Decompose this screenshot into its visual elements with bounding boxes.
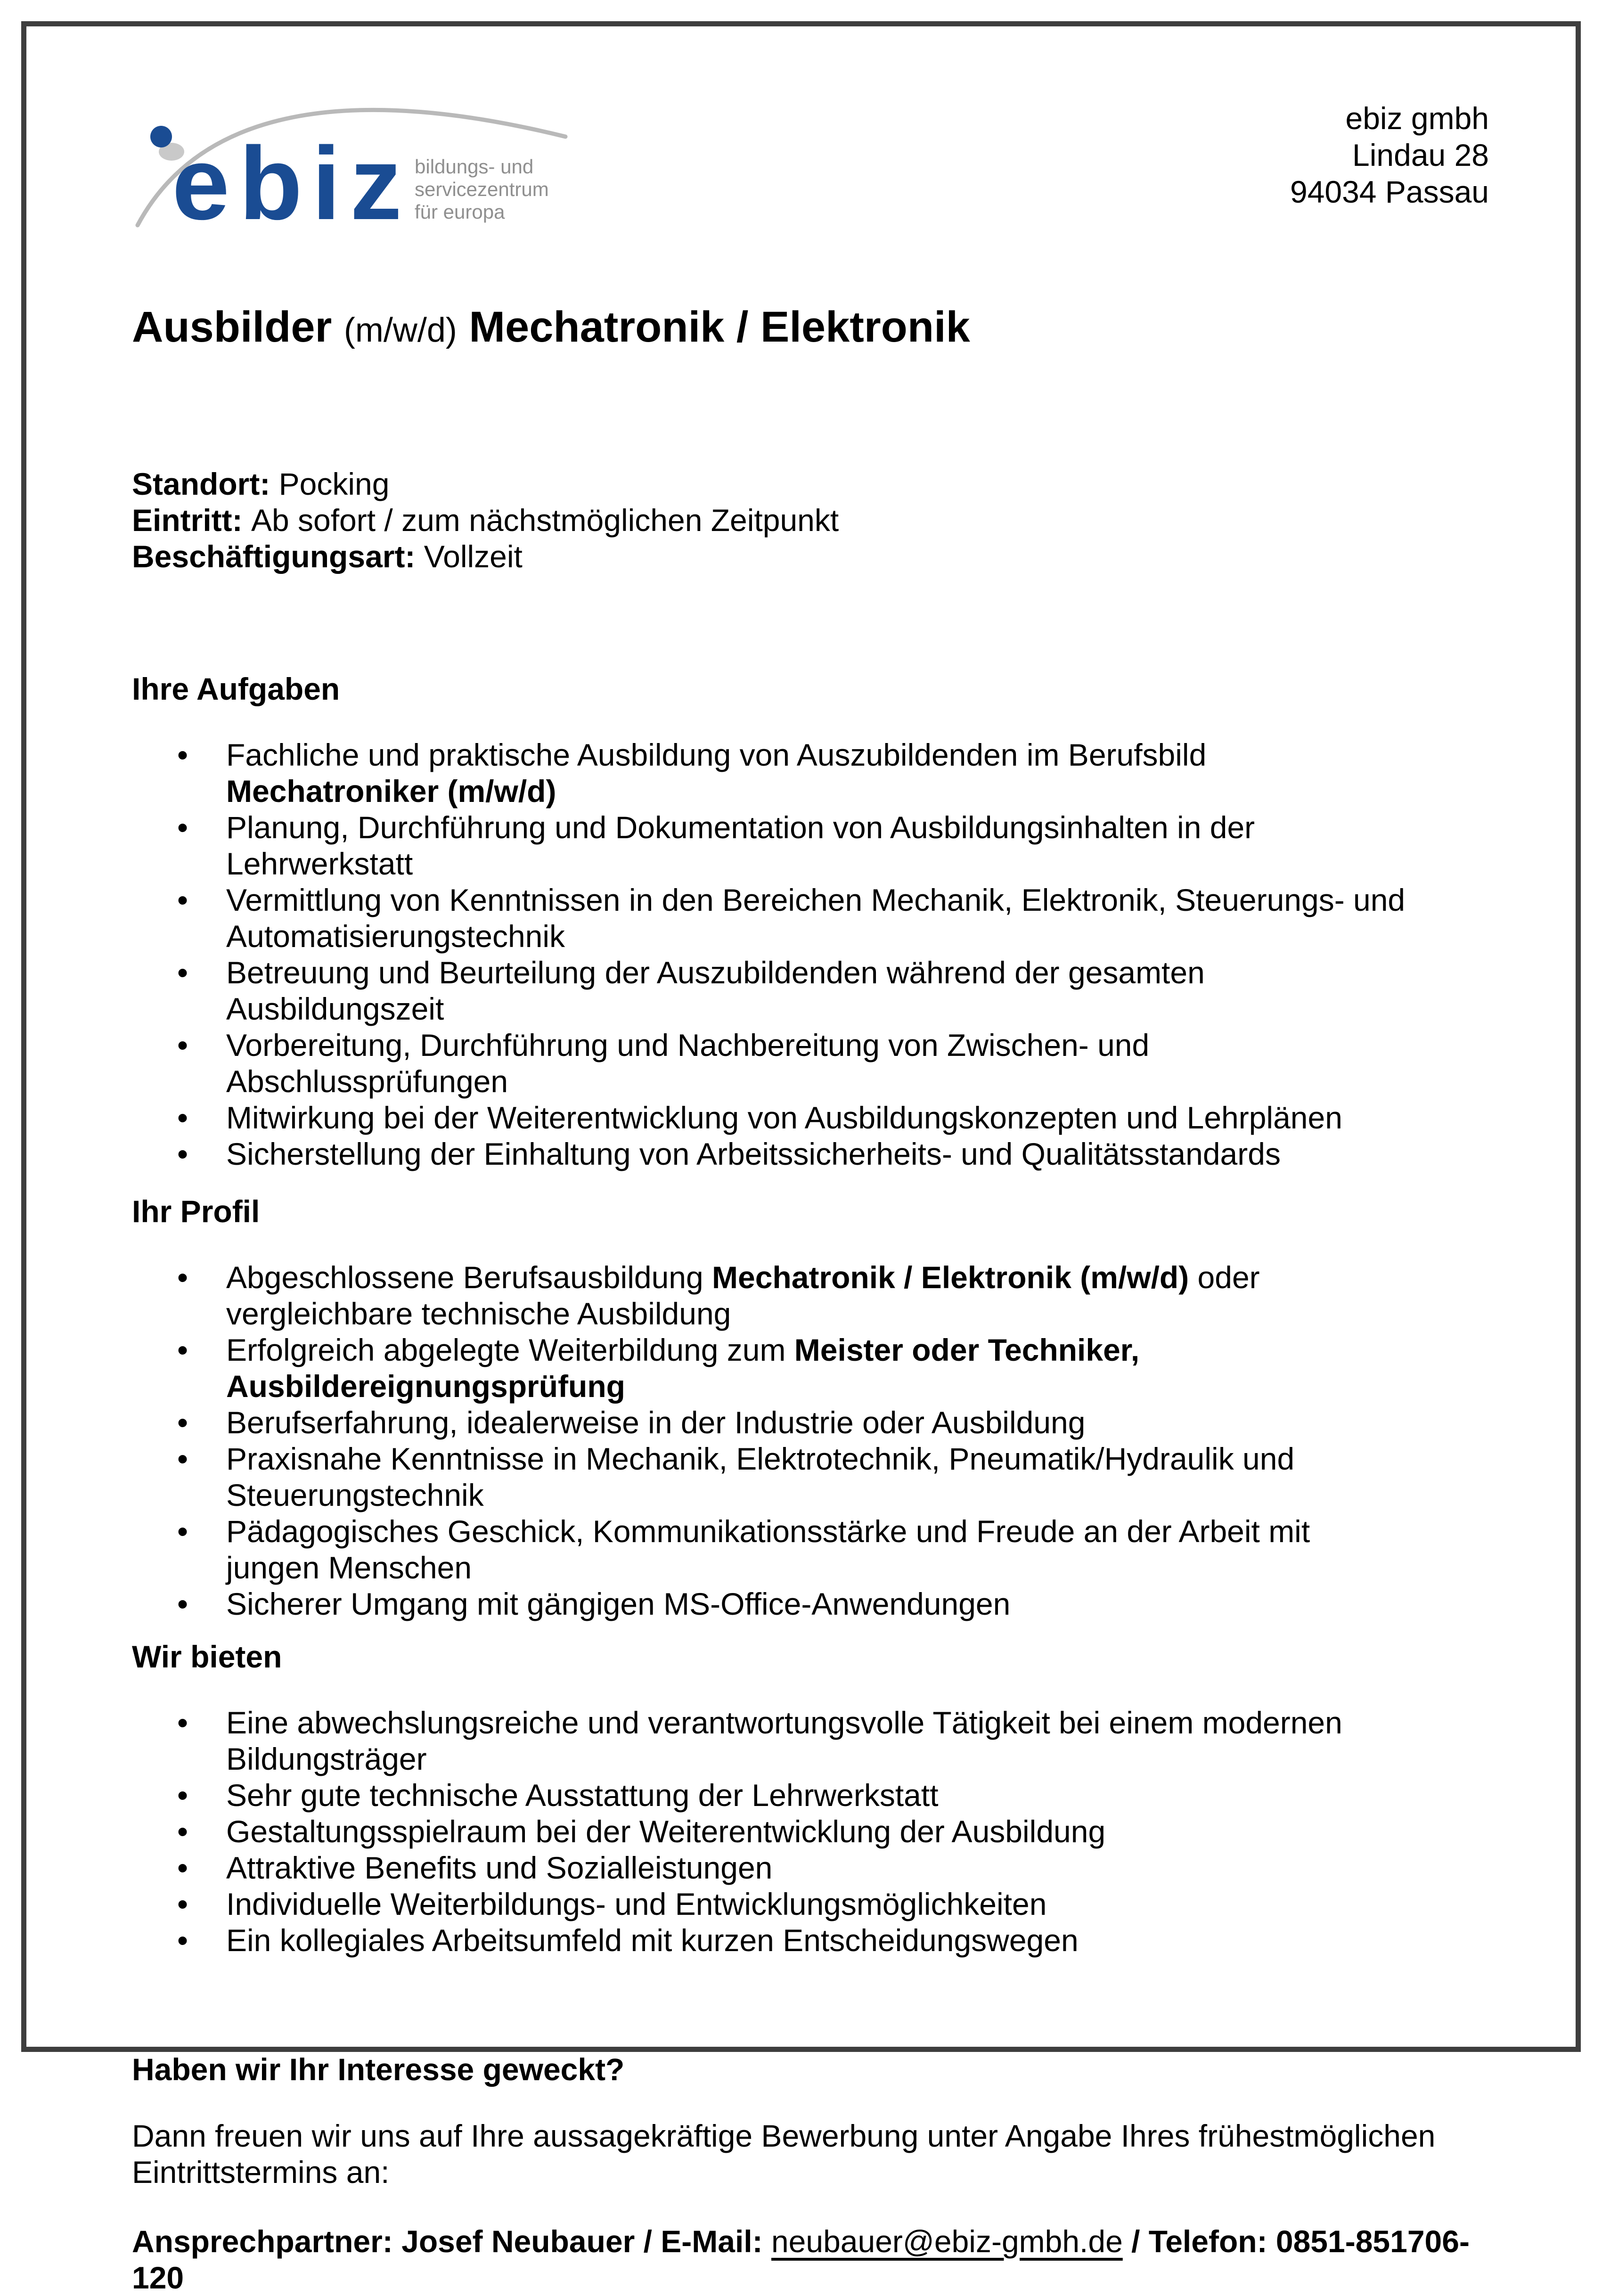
- text-segment: Mechatronik / Elektronik: [457, 303, 970, 351]
- address-line: ebiz gmbh: [1345, 101, 1489, 136]
- text-segment: oder vergleichbare technische Ausbildung: [226, 1260, 1260, 1331]
- bullet-item: [226, 1777, 1409, 1814]
- meta-beschaeftigungsart: [132, 539, 1505, 575]
- text-segment: / Telefon: 0851-851706-120: [132, 2224, 1470, 2295]
- text-segment: Standort:: [132, 466, 279, 501]
- text-segment: Berufserfahrung, idealerweise in der Industrie oder Ausbildung: [226, 1405, 1086, 1440]
- bullet-item: [226, 1332, 1409, 1405]
- bullet-item: [226, 1814, 1409, 1850]
- text-segment: Abgeschlossene Berufsausbildung: [226, 1260, 712, 1295]
- ebiz-logo: [132, 85, 575, 241]
- text-segment: Mitwirkung bei der Weiterentwicklung von Ausbildungskonzepten und Lehrplänen: [226, 1100, 1342, 1135]
- bullet-item: [226, 882, 1409, 955]
- section-heading-aufgaben: Ihre Aufgaben: [132, 671, 340, 706]
- text-segment: Individuelle Weiterbildungs- und Entwicklungsmöglichkeiten: [226, 1887, 1047, 1921]
- bullet-item: [226, 1922, 1409, 1959]
- section-heading-bieten: Wir bieten: [132, 1639, 282, 1674]
- text-segment: Pädagogisches Geschick, Kommunikationsstärke und Freude an der Arbeit mit jungen Menschen: [226, 1514, 1310, 1585]
- logo-tagline-line: bildungs- und: [415, 155, 534, 178]
- logo-wordmark: ebiz: [172, 125, 411, 241]
- section-heading-profil: Ihr Profil: [132, 1194, 260, 1229]
- bullet-item: [226, 1405, 1409, 1441]
- bullet-item: [226, 1513, 1409, 1586]
- text-segment: Vermittlung von Kenntnissen in den Bereichen Mechanik, Elektronik, Steuerungs- und Automatisierungstechnik: [226, 882, 1406, 954]
- bullet-item: [226, 1259, 1409, 1332]
- page-title: [132, 302, 1505, 356]
- logo-dot-icon: [150, 126, 172, 147]
- text-segment: Meister oder Techniker, Ausbildereignungsprüfung: [226, 1332, 1140, 1404]
- bullet-item: [226, 1850, 1409, 1886]
- text-segment: Vorbereitung, Durchführung und Nachbereitung von Zwischen- und Abschlussprüfungen: [226, 1028, 1150, 1099]
- text-segment: Ab sofort / zum nächstmöglichen Zeitpunkt: [251, 503, 839, 538]
- text-segment: Sicherstellung der Einhaltung von Arbeitssicherheits- und Qualitätsstandards: [226, 1136, 1281, 1171]
- bullet-item: [226, 1136, 1409, 1172]
- text-segment: Vollzeit: [424, 539, 523, 574]
- company-address: [1290, 100, 1505, 210]
- logo-tagline-line: für europa: [415, 201, 505, 223]
- text-segment: Ausbilder: [132, 303, 344, 351]
- page-border: [21, 21, 1581, 2295]
- text-segment: Gestaltungsspielraum bei der Weiterentwicklung der Ausbildung: [226, 1814, 1106, 1849]
- text-segment: Attraktive Benefits und Sozialleistungen: [226, 1850, 773, 1885]
- logo-tagline-line: servicezentrum: [415, 178, 549, 200]
- text-segment: Eintritt:: [132, 503, 251, 538]
- bullet-item: [226, 1100, 1409, 1136]
- text-segment: Sicherer Umgang mit gängigen MS-Office-Anwendungen: [226, 1586, 1011, 1621]
- text-segment: Eine abwechslungsreiche und verantwortungsvolle Tätigkeit bei einem modernen Bildungsträger: [226, 1705, 1342, 1776]
- bullet-item: [226, 1886, 1409, 1922]
- bullet-list-profil: [132, 1259, 1409, 1622]
- text-segment: Beschäftigungsart:: [132, 539, 424, 574]
- closing-heading: Haben wir Ihr Interesse geweckt?: [132, 2052, 625, 2087]
- text-segment: Planung, Durchführung und Dokumentation von Ausbildungsinhalten in der Lehrwerkstatt: [226, 810, 1255, 881]
- bullet-item: [226, 955, 1409, 1027]
- meta-standort: [132, 466, 1505, 502]
- bullet-item: [226, 1441, 1409, 1513]
- text-segment: Pocking: [278, 466, 390, 501]
- bullet-list-aufgaben: [132, 737, 1409, 1172]
- bullet-item: [226, 1705, 1409, 1777]
- text-segment: (m/w/d): [343, 311, 457, 349]
- text-segment: Ein kollegiales Arbeitsumfeld mit kurzen Entscheidungswegen: [226, 1923, 1079, 1958]
- text-segment: Mechatroniker (m/w/d): [226, 774, 556, 809]
- text-segment: Ansprechpartner: Josef Neubauer / E-Mail:: [132, 2224, 771, 2259]
- bullet-item: [226, 809, 1409, 882]
- bullet-item: [226, 737, 1409, 809]
- text-segment: Praxisnahe Kenntnisse in Mechanik, Elektrotechnik, Pneumatik/Hydraulik und Steuerungstechnik: [226, 1441, 1295, 1512]
- bullet-item: [226, 1586, 1409, 1622]
- text-segment: Fachliche und praktische Ausbildung von Auszubildenden im Berufsbild: [226, 737, 1207, 772]
- closing-body-text: Dann freuen wir uns auf Ihre aussagekräftige Bewerbung unter Angabe Ihres frühestmöglichen Eintrittstermins an:: [132, 2118, 1436, 2190]
- email-link[interactable]: neubauer@ebiz-gmbh.de: [771, 2224, 1123, 2259]
- meta-eintritt: [132, 502, 1505, 539]
- contact-line: [132, 2223, 1505, 2296]
- text-segment: Betreuung und Beurteilung der Auszubildenden während der gesamten Ausbildungszeit: [226, 955, 1205, 1026]
- address-line: Lindau 28: [1352, 138, 1489, 172]
- text-segment: Erfolgreich abgelegte Weiterbildung zum: [226, 1332, 794, 1367]
- address-line: 94034 Passau: [1290, 174, 1489, 209]
- text-segment: Mechatronik / Elektronik (m/w/d): [712, 1260, 1189, 1295]
- bullet-item: [226, 1027, 1409, 1100]
- text-segment: Sehr gute technische Ausstattung der Lehrwerkstatt: [226, 1778, 939, 1813]
- job-meta: [132, 466, 1505, 575]
- header: [132, 85, 1505, 241]
- bullet-list-bieten: [132, 1705, 1409, 1959]
